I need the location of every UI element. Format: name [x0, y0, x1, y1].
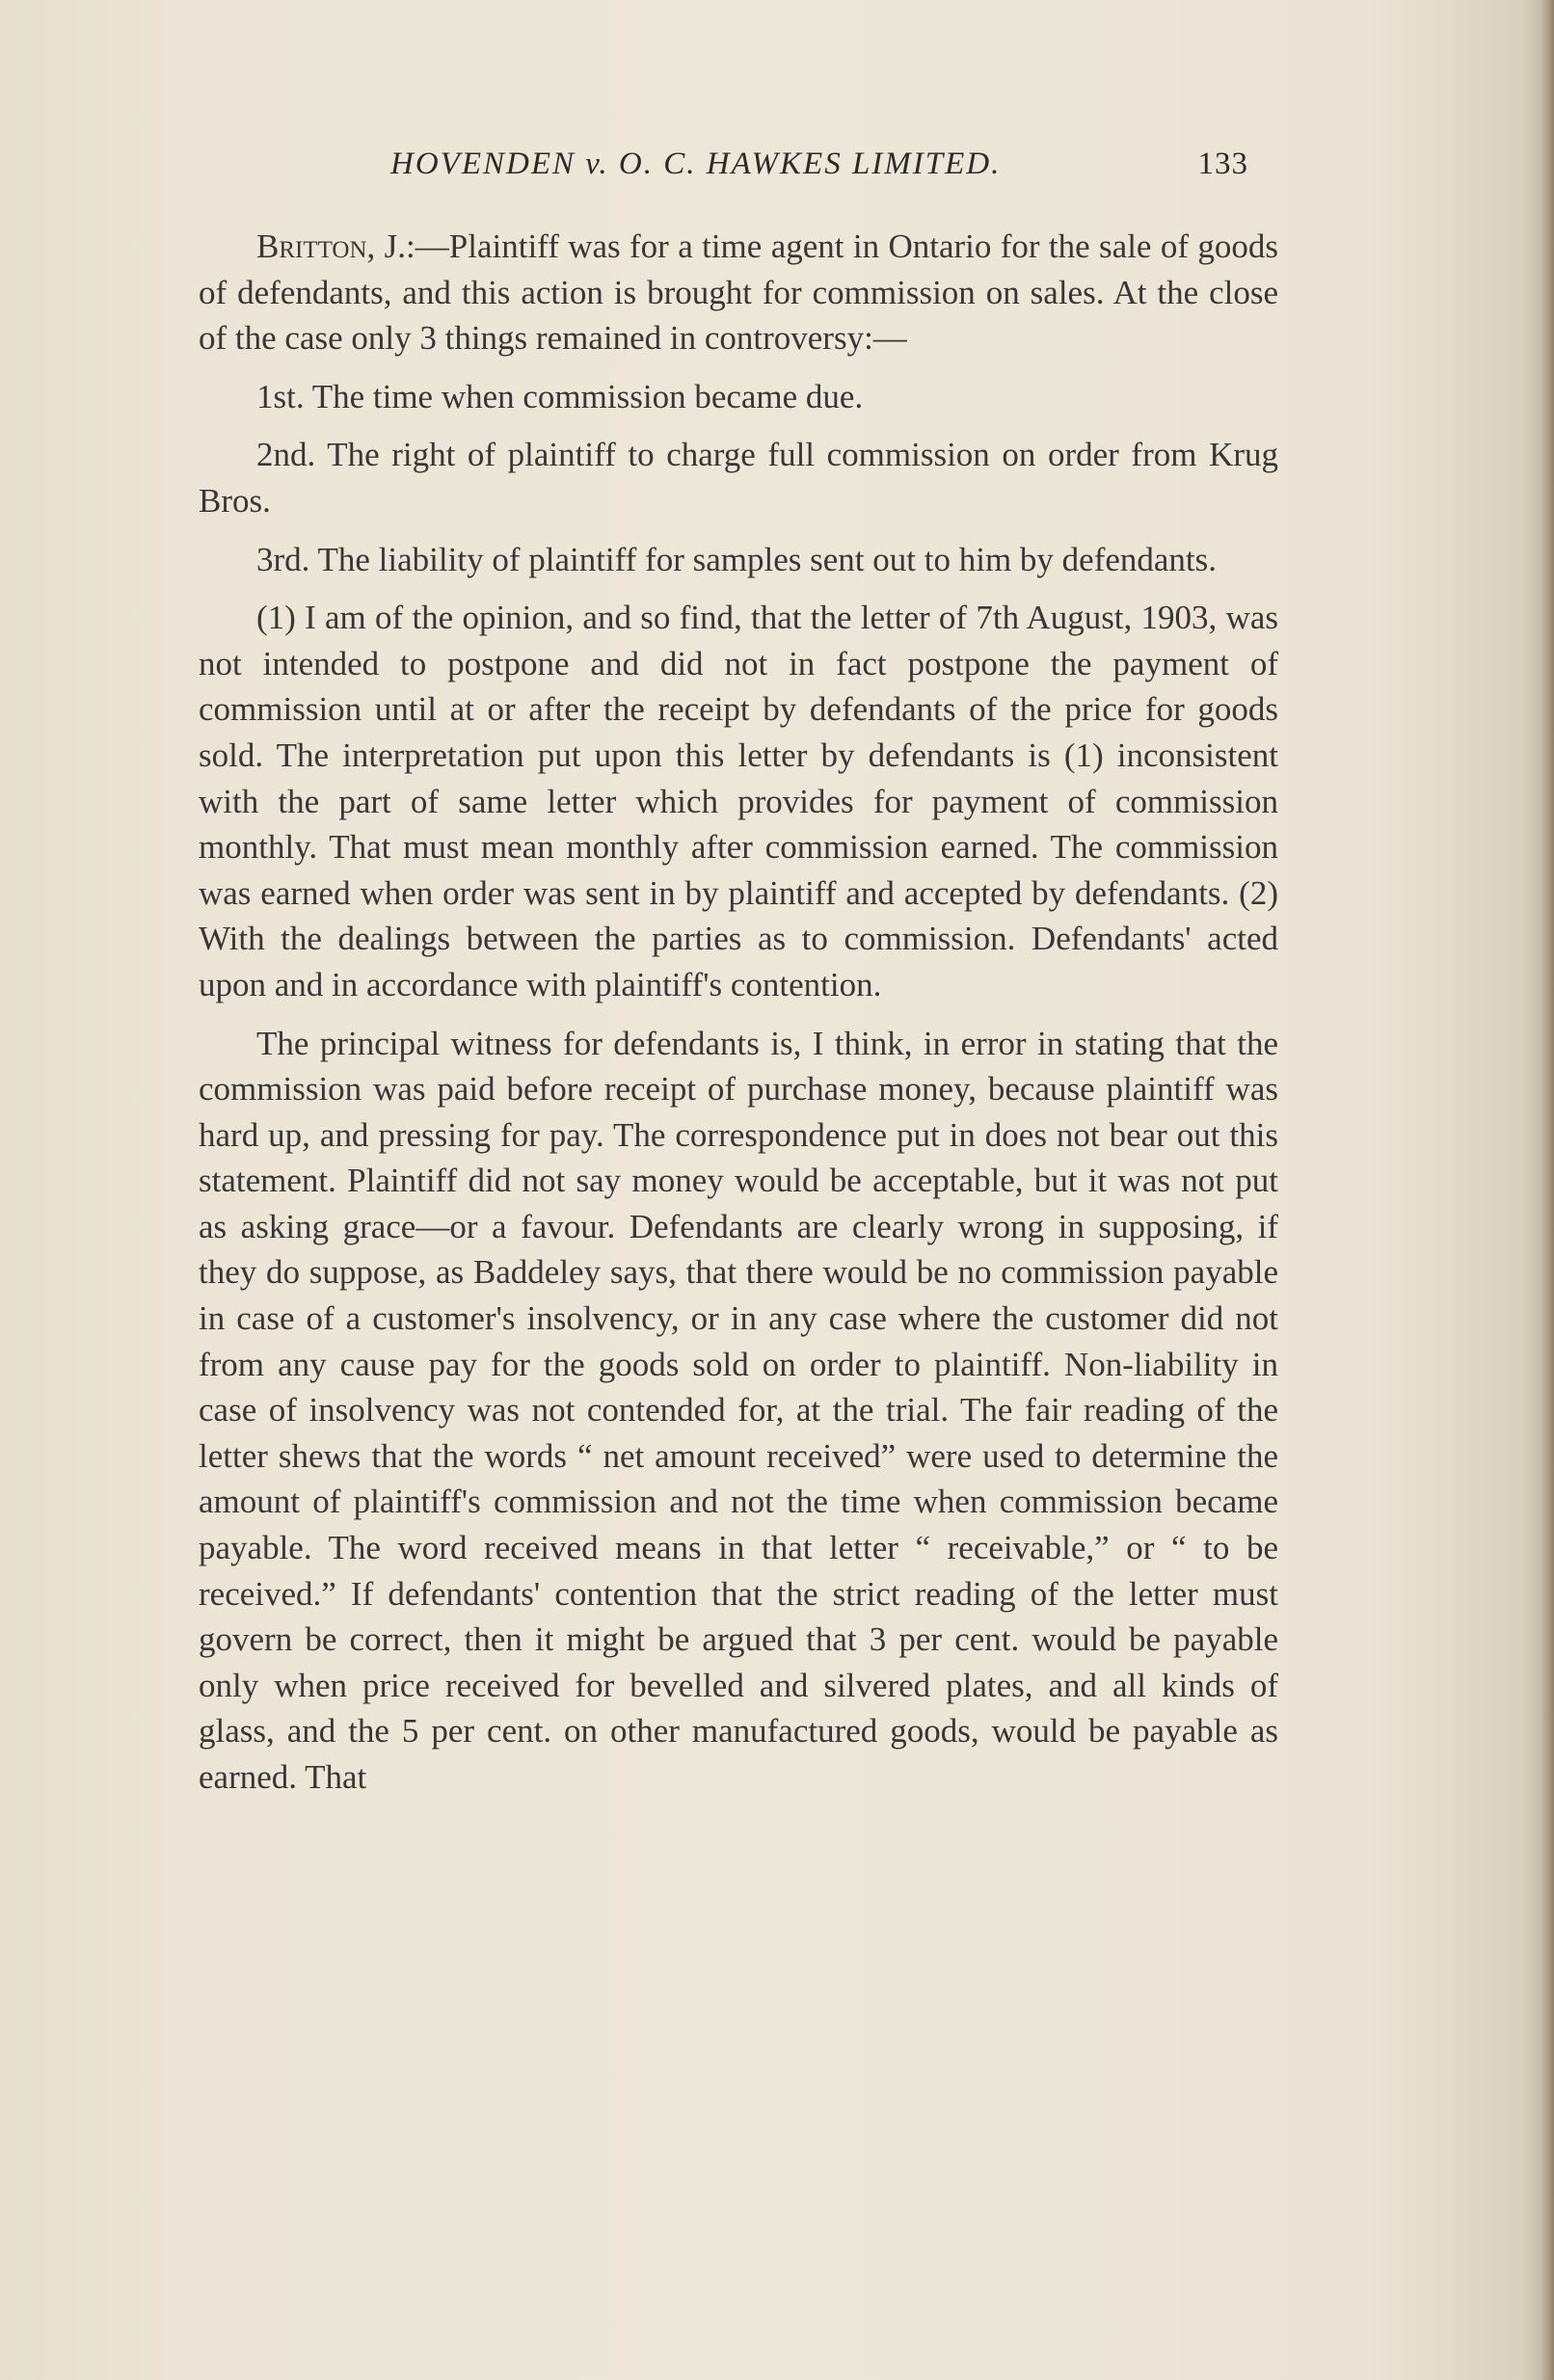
running-head: [193, 147, 1273, 204]
paragraph-opening-text: :—Plaintiff was for a time agent in Ontario for the sale of goods of defendants, and this action is brought for commission on sales. At the close of the case only 3 things remained in controversy:—: [199, 227, 1278, 358]
page-number: 133: [1197, 147, 1248, 181]
paragraph-finding: (1) I am of the opinion, and so find, that the letter of 7th August, 1903, was not intended to postpone and did not in fact postpone the payment of commission until at or after the receipt by defendants of the price for goods sold. The interpretation put upon this letter by defendants is (1) inconsistent with the part of same letter which provides for payment of commission monthly. That must mean monthly after commission earned. The commission was earned when order was sent in by plaintiff and accepted by defendants. (2) With the dealings between the parties as to commission. Defendants' acted upon and in accordance with plaintiff's contention.: [199, 599, 1278, 1003]
body-text: [199, 224, 1278, 1813]
paragraph-opening: [199, 224, 1278, 361]
page-gutter-shadow: [1541, 0, 1554, 2380]
judge-name: Britton, J.: [256, 227, 407, 265]
paragraph-issue-2: 2nd. The right of plaintiff to charge full commission on order from Krug Bros.: [199, 436, 1278, 520]
paragraph-witness: The principal witness for defendants is, I think, in error in stating that the commission was paid before receipt of purchase money, because plaintiff was hard up, and pressing for pay. The correspondence put in does not bear out this statement. Plaintiff did not say money would be acceptable, but it was not put as asking grace—or a favour. Defendants are clearly wrong in supposing, if they do suppose, as Baddeley says, that there would be no commission payable in case of a customer's insolvency, or in any case where the customer did not from any cause pay for the goods sold on order to plaintiff. Non-liability in case of insolvency was not contended for, at the trial. The fair reading of the letter shews that the words “ net amount received” were used to determine the amount of plaintiff's commission and not the time when commission became payable. The word received means in that letter “ receivable,” or “ to be received.” If defendants' contention that the strict reading of the letter must govern be correct, then it might be argued that 3 per cent. would be payable only when price received for bevelled and silvered plates, and all kinds of glass, and the 5 per cent. on other manufactured goods, would be payable as earned. That: [199, 1024, 1278, 1796]
paragraph-issue-3: 3rd. The liability of plaintiff for samples sent out to him by defendants.: [256, 540, 1218, 578]
running-title: HOVENDEN v. O. C. HAWKES LIMITED.: [390, 147, 1002, 181]
paragraph-issue-1: 1st. The time when commission became due.: [256, 377, 864, 415]
